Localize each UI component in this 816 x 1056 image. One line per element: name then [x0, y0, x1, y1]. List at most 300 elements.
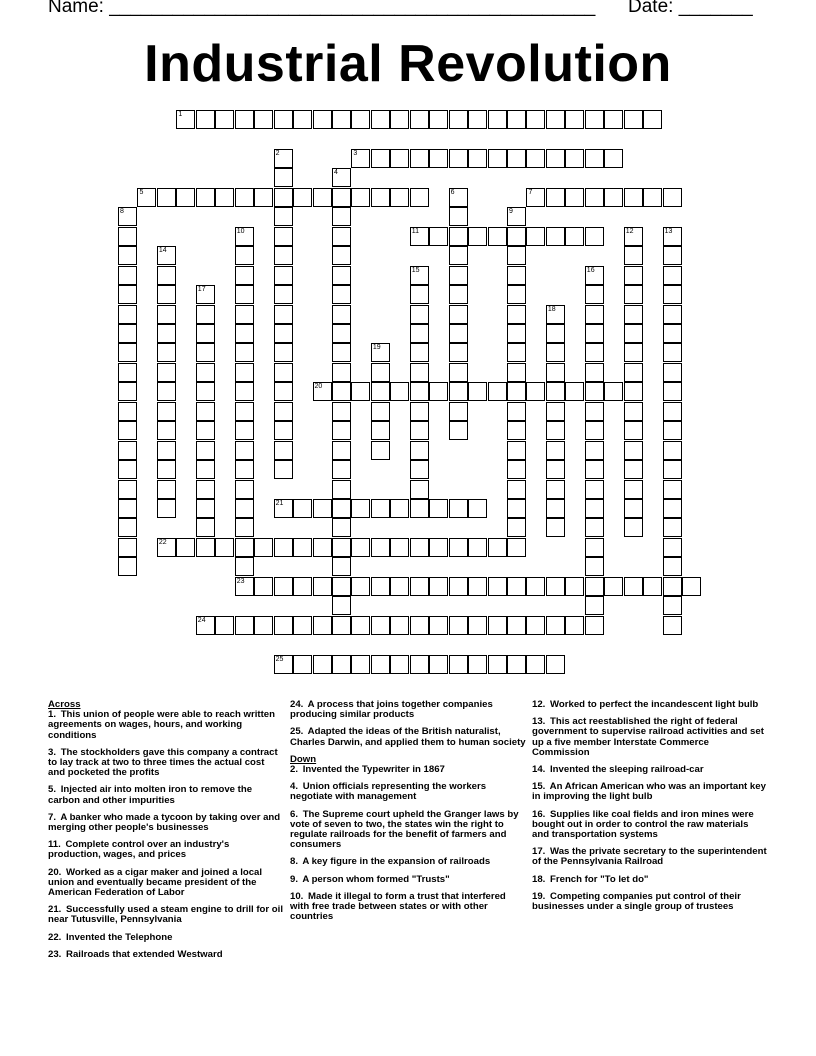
crossword-cell[interactable]	[118, 480, 137, 499]
crossword-cell[interactable]	[118, 441, 137, 460]
crossword-cell[interactable]	[429, 616, 448, 635]
crossword-cell[interactable]	[682, 577, 701, 596]
crossword-cell[interactable]	[196, 324, 215, 343]
crossword-cell[interactable]	[254, 188, 273, 207]
crossword-cell[interactable]	[196, 110, 215, 129]
crossword-cell[interactable]	[332, 538, 351, 557]
crossword-cell[interactable]	[663, 518, 682, 537]
crossword-cell[interactable]	[390, 577, 409, 596]
crossword-cell[interactable]	[157, 382, 176, 401]
crossword-cell[interactable]	[449, 149, 468, 168]
crossword-cell[interactable]	[546, 305, 565, 324]
crossword-cell[interactable]	[546, 460, 565, 479]
crossword-cell[interactable]	[488, 149, 507, 168]
crossword-cell[interactable]	[313, 110, 332, 129]
crossword-cell[interactable]	[468, 227, 487, 246]
crossword-cell[interactable]	[624, 285, 643, 304]
crossword-cell[interactable]	[254, 577, 273, 596]
crossword-cell[interactable]	[235, 460, 254, 479]
crossword-cell[interactable]	[274, 110, 293, 129]
crossword-cell[interactable]	[196, 382, 215, 401]
crossword-cell[interactable]	[624, 480, 643, 499]
crossword-cell[interactable]	[449, 324, 468, 343]
crossword-cell[interactable]	[585, 402, 604, 421]
crossword-cell[interactable]	[332, 402, 351, 421]
crossword-cell[interactable]	[449, 343, 468, 362]
crossword-cell[interactable]	[235, 110, 254, 129]
crossword-cell[interactable]	[410, 188, 429, 207]
crossword-cell[interactable]	[624, 460, 643, 479]
crossword-cell[interactable]	[332, 577, 351, 596]
crossword-cell[interactable]	[468, 655, 487, 674]
crossword-cell[interactable]	[274, 577, 293, 596]
crossword-cell[interactable]	[410, 441, 429, 460]
crossword-cell[interactable]	[643, 188, 662, 207]
crossword-cell[interactable]	[565, 110, 584, 129]
crossword-cell[interactable]	[507, 577, 526, 596]
crossword-cell[interactable]	[235, 305, 254, 324]
crossword-cell[interactable]	[332, 616, 351, 635]
crossword-cell[interactable]	[624, 441, 643, 460]
crossword-cell[interactable]	[468, 616, 487, 635]
crossword-cell[interactable]	[332, 499, 351, 518]
crossword-cell[interactable]	[118, 285, 137, 304]
crossword-cell[interactable]	[351, 538, 370, 557]
crossword-cell[interactable]	[507, 110, 526, 129]
crossword-cell[interactable]	[293, 577, 312, 596]
crossword-cell[interactable]	[157, 499, 176, 518]
crossword-cell[interactable]	[254, 538, 273, 557]
crossword-cell[interactable]	[468, 499, 487, 518]
crossword-cell[interactable]	[488, 110, 507, 129]
crossword-cell[interactable]	[663, 596, 682, 615]
crossword-cell[interactable]	[410, 305, 429, 324]
crossword-cell[interactable]	[390, 616, 409, 635]
crossword-cell[interactable]	[526, 382, 545, 401]
crossword-cell[interactable]	[663, 441, 682, 460]
crossword-cell[interactable]	[585, 557, 604, 576]
crossword-cell[interactable]	[507, 382, 526, 401]
crossword-cell[interactable]	[274, 285, 293, 304]
crossword-cell[interactable]	[332, 480, 351, 499]
crossword-cell[interactable]	[468, 538, 487, 557]
crossword-cell[interactable]	[585, 343, 604, 362]
crossword-cell[interactable]	[565, 188, 584, 207]
crossword-cell[interactable]	[254, 616, 273, 635]
crossword-cell[interactable]	[215, 188, 234, 207]
crossword-cell[interactable]	[449, 577, 468, 596]
crossword-cell[interactable]	[351, 382, 370, 401]
crossword-cell[interactable]	[624, 343, 643, 362]
crossword-cell[interactable]	[196, 343, 215, 362]
crossword-cell[interactable]	[585, 460, 604, 479]
crossword-cell[interactable]	[157, 285, 176, 304]
crossword-cell[interactable]	[332, 441, 351, 460]
crossword-cell[interactable]	[585, 188, 604, 207]
crossword-cell[interactable]	[274, 363, 293, 382]
crossword-cell[interactable]	[332, 227, 351, 246]
crossword-cell[interactable]	[468, 577, 487, 596]
crossword-cell[interactable]	[410, 324, 429, 343]
crossword-cell[interactable]	[624, 421, 643, 440]
crossword-cell[interactable]	[371, 110, 390, 129]
crossword-cell[interactable]	[118, 499, 137, 518]
crossword-cell[interactable]	[624, 266, 643, 285]
crossword-cell[interactable]	[449, 188, 468, 207]
crossword-cell[interactable]	[371, 441, 390, 460]
crossword-cell[interactable]	[332, 266, 351, 285]
crossword-cell[interactable]	[371, 363, 390, 382]
crossword-cell[interactable]	[410, 149, 429, 168]
crossword-cell[interactable]	[585, 305, 604, 324]
crossword-cell[interactable]	[351, 655, 370, 674]
crossword-cell[interactable]	[196, 616, 215, 635]
crossword-cell[interactable]	[332, 207, 351, 226]
crossword-cell[interactable]	[526, 577, 545, 596]
crossword-cell[interactable]	[429, 577, 448, 596]
crossword-cell[interactable]	[663, 421, 682, 440]
crossword-cell[interactable]	[663, 460, 682, 479]
crossword-cell[interactable]	[526, 188, 545, 207]
crossword-cell[interactable]	[118, 246, 137, 265]
crossword-cell[interactable]	[371, 499, 390, 518]
crossword-cell[interactable]	[351, 616, 370, 635]
crossword-cell[interactable]	[449, 363, 468, 382]
crossword-cell[interactable]	[235, 324, 254, 343]
crossword-cell[interactable]	[157, 480, 176, 499]
crossword-cell[interactable]	[371, 149, 390, 168]
crossword-cell[interactable]	[410, 227, 429, 246]
crossword-cell[interactable]	[546, 499, 565, 518]
crossword-cell[interactable]	[565, 382, 584, 401]
crossword-cell[interactable]	[585, 499, 604, 518]
crossword-cell[interactable]	[410, 538, 429, 557]
crossword-cell[interactable]	[274, 188, 293, 207]
crossword-cell[interactable]	[429, 149, 448, 168]
crossword-cell[interactable]	[624, 382, 643, 401]
crossword-cell[interactable]	[196, 480, 215, 499]
crossword-cell[interactable]	[118, 363, 137, 382]
crossword-cell[interactable]	[604, 188, 623, 207]
crossword-cell[interactable]	[663, 363, 682, 382]
crossword-cell[interactable]	[546, 363, 565, 382]
crossword-cell[interactable]	[546, 324, 565, 343]
crossword-cell[interactable]	[468, 382, 487, 401]
crossword-cell[interactable]	[118, 266, 137, 285]
crossword-cell[interactable]	[196, 421, 215, 440]
crossword-cell[interactable]	[585, 324, 604, 343]
crossword-cell[interactable]	[546, 616, 565, 635]
crossword-cell[interactable]	[235, 499, 254, 518]
crossword-cell[interactable]	[196, 363, 215, 382]
crossword-cell[interactable]	[410, 266, 429, 285]
crossword-cell[interactable]	[274, 324, 293, 343]
crossword-cell[interactable]	[546, 110, 565, 129]
crossword-cell[interactable]	[624, 227, 643, 246]
crossword-cell[interactable]	[624, 577, 643, 596]
crossword-cell[interactable]	[118, 207, 137, 226]
crossword-cell[interactable]	[235, 616, 254, 635]
crossword-cell[interactable]	[390, 149, 409, 168]
crossword-cell[interactable]	[585, 285, 604, 304]
crossword-cell[interactable]	[624, 324, 643, 343]
crossword-cell[interactable]	[235, 266, 254, 285]
crossword-cell[interactable]	[585, 596, 604, 615]
crossword-cell[interactable]	[429, 538, 448, 557]
crossword-cell[interactable]	[371, 616, 390, 635]
crossword-cell[interactable]	[643, 110, 662, 129]
crossword-cell[interactable]	[313, 499, 332, 518]
crossword-cell[interactable]	[429, 382, 448, 401]
crossword-cell[interactable]	[235, 538, 254, 557]
crossword-cell[interactable]	[235, 382, 254, 401]
crossword-cell[interactable]	[118, 343, 137, 362]
crossword-cell[interactable]	[546, 577, 565, 596]
crossword-cell[interactable]	[585, 441, 604, 460]
crossword-cell[interactable]	[215, 538, 234, 557]
crossword-cell[interactable]	[351, 577, 370, 596]
crossword-cell[interactable]	[118, 538, 137, 557]
crossword-cell[interactable]	[585, 110, 604, 129]
crossword-cell[interactable]	[663, 538, 682, 557]
crossword-cell[interactable]	[176, 110, 195, 129]
crossword-cell[interactable]	[488, 655, 507, 674]
crossword-cell[interactable]	[351, 499, 370, 518]
crossword-cell[interactable]	[624, 518, 643, 537]
crossword-cell[interactable]	[196, 285, 215, 304]
crossword-cell[interactable]	[507, 305, 526, 324]
crossword-cell[interactable]	[624, 305, 643, 324]
crossword-cell[interactable]	[410, 655, 429, 674]
crossword-cell[interactable]	[585, 518, 604, 537]
crossword-cell[interactable]	[371, 655, 390, 674]
crossword-cell[interactable]	[332, 596, 351, 615]
crossword-cell[interactable]	[604, 149, 623, 168]
crossword-cell[interactable]	[235, 285, 254, 304]
crossword-cell[interactable]	[624, 499, 643, 518]
crossword-cell[interactable]	[410, 577, 429, 596]
crossword-cell[interactable]	[624, 363, 643, 382]
crossword-cell[interactable]	[118, 305, 137, 324]
crossword-cell[interactable]	[449, 207, 468, 226]
crossword-cell[interactable]	[293, 655, 312, 674]
crossword-cell[interactable]	[663, 402, 682, 421]
crossword-cell[interactable]	[157, 343, 176, 362]
crossword-cell[interactable]	[585, 227, 604, 246]
crossword-cell[interactable]	[604, 382, 623, 401]
crossword-cell[interactable]	[507, 480, 526, 499]
crossword-cell[interactable]	[507, 149, 526, 168]
crossword-cell[interactable]	[118, 557, 137, 576]
crossword-cell[interactable]	[410, 402, 429, 421]
crossword-cell[interactable]	[546, 343, 565, 362]
crossword-cell[interactable]	[118, 227, 137, 246]
crossword-cell[interactable]	[507, 441, 526, 460]
crossword-cell[interactable]	[313, 577, 332, 596]
crossword-cell[interactable]	[507, 421, 526, 440]
crossword-cell[interactable]	[643, 577, 662, 596]
crossword-cell[interactable]	[351, 149, 370, 168]
crossword-cell[interactable]	[332, 421, 351, 440]
crossword-cell[interactable]	[604, 577, 623, 596]
crossword-cell[interactable]	[332, 305, 351, 324]
crossword-cell[interactable]	[293, 188, 312, 207]
crossword-cell[interactable]	[507, 363, 526, 382]
crossword-cell[interactable]	[507, 499, 526, 518]
crossword-cell[interactable]	[468, 149, 487, 168]
crossword-cell[interactable]	[410, 343, 429, 362]
crossword-cell[interactable]	[332, 343, 351, 362]
crossword-cell[interactable]	[663, 246, 682, 265]
crossword-cell[interactable]	[313, 188, 332, 207]
crossword-cell[interactable]	[663, 616, 682, 635]
crossword-cell[interactable]	[449, 616, 468, 635]
crossword-cell[interactable]	[274, 227, 293, 246]
crossword-cell[interactable]	[235, 518, 254, 537]
crossword-cell[interactable]	[410, 480, 429, 499]
crossword-cell[interactable]	[507, 402, 526, 421]
crossword-cell[interactable]	[585, 538, 604, 557]
crossword-cell[interactable]	[526, 110, 545, 129]
crossword-cell[interactable]	[507, 207, 526, 226]
crossword-cell[interactable]	[410, 363, 429, 382]
crossword-cell[interactable]	[488, 382, 507, 401]
crossword-cell[interactable]	[410, 382, 429, 401]
crossword-cell[interactable]	[488, 577, 507, 596]
crossword-cell[interactable]	[507, 616, 526, 635]
crossword-cell[interactable]	[507, 343, 526, 362]
crossword-cell[interactable]	[235, 363, 254, 382]
crossword-cell[interactable]	[488, 227, 507, 246]
crossword-cell[interactable]	[293, 110, 312, 129]
crossword-cell[interactable]	[118, 382, 137, 401]
crossword-cell[interactable]	[449, 499, 468, 518]
crossword-cell[interactable]	[468, 110, 487, 129]
crossword-cell[interactable]	[351, 110, 370, 129]
crossword-cell[interactable]	[390, 188, 409, 207]
crossword-cell[interactable]	[196, 441, 215, 460]
crossword-cell[interactable]	[235, 480, 254, 499]
crossword-cell[interactable]	[274, 538, 293, 557]
crossword-cell[interactable]	[663, 577, 682, 596]
crossword-cell[interactable]	[176, 538, 195, 557]
crossword-cell[interactable]	[624, 246, 643, 265]
crossword-cell[interactable]	[332, 382, 351, 401]
crossword-cell[interactable]	[410, 285, 429, 304]
crossword-cell[interactable]	[313, 655, 332, 674]
crossword-cell[interactable]	[274, 305, 293, 324]
crossword-cell[interactable]	[118, 460, 137, 479]
crossword-cell[interactable]	[215, 110, 234, 129]
crossword-cell[interactable]	[235, 441, 254, 460]
crossword-cell[interactable]	[449, 110, 468, 129]
crossword-cell[interactable]	[585, 480, 604, 499]
crossword-cell[interactable]	[546, 480, 565, 499]
crossword-cell[interactable]	[546, 655, 565, 674]
crossword-cell[interactable]	[526, 655, 545, 674]
crossword-cell[interactable]	[157, 363, 176, 382]
crossword-cell[interactable]	[449, 402, 468, 421]
crossword-cell[interactable]	[274, 616, 293, 635]
crossword-cell[interactable]	[507, 285, 526, 304]
crossword-cell[interactable]	[390, 538, 409, 557]
crossword-cell[interactable]	[449, 227, 468, 246]
crossword-cell[interactable]	[546, 518, 565, 537]
crossword-cell[interactable]	[196, 402, 215, 421]
crossword-cell[interactable]	[410, 616, 429, 635]
crossword-cell[interactable]	[196, 538, 215, 557]
crossword-cell[interactable]	[488, 616, 507, 635]
crossword-cell[interactable]	[390, 655, 409, 674]
crossword-cell[interactable]	[429, 110, 448, 129]
crossword-cell[interactable]	[410, 110, 429, 129]
crossword-cell[interactable]	[274, 655, 293, 674]
crossword-cell[interactable]	[235, 343, 254, 362]
crossword-cell[interactable]	[351, 188, 370, 207]
crossword-cell[interactable]	[235, 557, 254, 576]
crossword-cell[interactable]	[546, 149, 565, 168]
crossword-cell[interactable]	[371, 538, 390, 557]
crossword-cell[interactable]	[546, 227, 565, 246]
crossword-cell[interactable]	[235, 227, 254, 246]
crossword-cell[interactable]	[663, 227, 682, 246]
crossword-cell[interactable]	[332, 518, 351, 537]
crossword-cell[interactable]	[585, 266, 604, 285]
crossword-cell[interactable]	[429, 227, 448, 246]
crossword-cell[interactable]	[235, 188, 254, 207]
crossword-cell[interactable]	[371, 382, 390, 401]
crossword-cell[interactable]	[332, 246, 351, 265]
crossword-cell[interactable]	[663, 266, 682, 285]
crossword-cell[interactable]	[196, 518, 215, 537]
crossword-cell[interactable]	[274, 382, 293, 401]
crossword-cell[interactable]	[663, 188, 682, 207]
crossword-cell[interactable]	[313, 538, 332, 557]
crossword-cell[interactable]	[624, 110, 643, 129]
crossword-cell[interactable]	[176, 188, 195, 207]
crossword-cell[interactable]	[546, 421, 565, 440]
crossword-cell[interactable]	[585, 382, 604, 401]
crossword-cell[interactable]	[624, 402, 643, 421]
crossword-cell[interactable]	[332, 324, 351, 343]
crossword-cell[interactable]	[507, 324, 526, 343]
crossword-cell[interactable]	[371, 421, 390, 440]
crossword-cell[interactable]	[390, 110, 409, 129]
crossword-cell[interactable]	[157, 538, 176, 557]
crossword-cell[interactable]	[565, 577, 584, 596]
crossword-cell[interactable]	[274, 499, 293, 518]
crossword-cell[interactable]	[313, 382, 332, 401]
crossword-cell[interactable]	[585, 577, 604, 596]
crossword-cell[interactable]	[565, 227, 584, 246]
crossword-cell[interactable]	[332, 188, 351, 207]
crossword-cell[interactable]	[449, 382, 468, 401]
crossword-cell[interactable]	[371, 402, 390, 421]
crossword-cell[interactable]	[488, 538, 507, 557]
crossword-cell[interactable]	[371, 343, 390, 362]
crossword-cell[interactable]	[429, 655, 448, 674]
crossword-cell[interactable]	[449, 655, 468, 674]
crossword-cell[interactable]	[313, 616, 332, 635]
crossword-cell[interactable]	[663, 324, 682, 343]
crossword-cell[interactable]	[293, 538, 312, 557]
crossword-cell[interactable]	[507, 518, 526, 537]
crossword-cell[interactable]	[235, 402, 254, 421]
crossword-cell[interactable]	[507, 460, 526, 479]
crossword-cell[interactable]	[274, 402, 293, 421]
crossword-cell[interactable]	[546, 402, 565, 421]
crossword-cell[interactable]	[332, 460, 351, 479]
